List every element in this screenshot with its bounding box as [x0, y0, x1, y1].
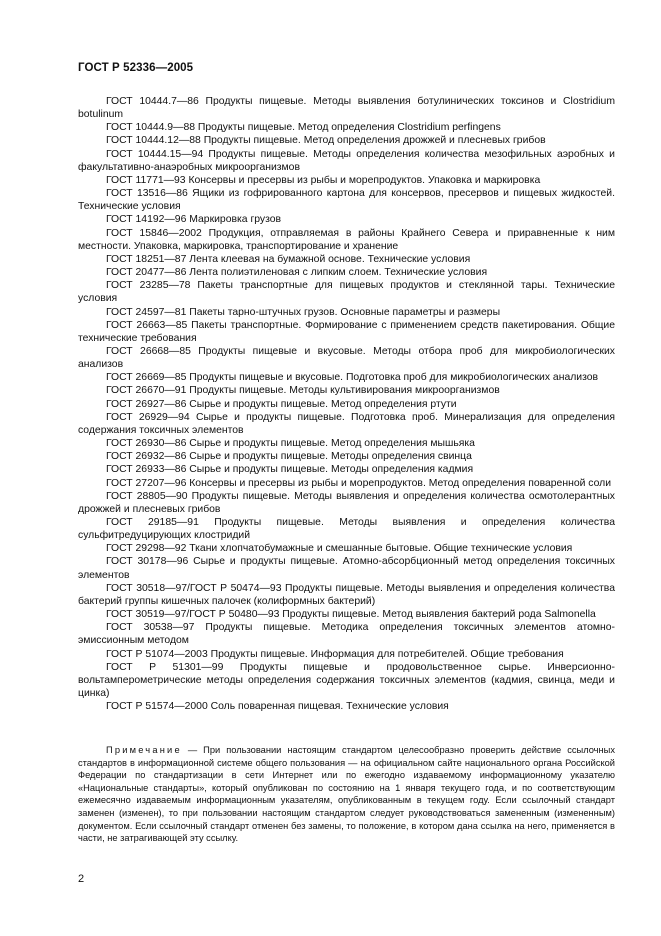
reference-item: ГОСТ 26669—85 Продукты пищевые и вкусовые. Подготовка проб для микробиологических анализов: [106, 372, 599, 384]
reference-item: ГОСТ 30178—96 Сырье и продукты пищевые. Атомно-абсорбционный метод определения токсичных элементов: [78, 556, 615, 581]
note-paragraph: [78, 744, 615, 845]
reference-item: ГОСТ 29298—92 Ткани хлопчатобумажные и смешанные бытовые. Общие технические условия: [106, 543, 573, 555]
reference-item: ГОСТ 26663—85 Пакеты транспортные. Формирование с применением средств пакетирования. Общие технические требования: [78, 319, 615, 344]
reference-item: ГОСТ 30519—97/ГОСТ Р 50480—93 Продукты пищевые. Метод выявления бактерий рода Salmonella: [106, 609, 596, 621]
reference-item: ГОСТ 10444.15—94 Продукты пищевые. Методы определения количества мезофильных аэробных и факультативно-анаэробных микроорганизмов: [78, 148, 615, 173]
reference-item: ГОСТ 26930—86 Сырье и продукты пищевые. Метод определения мышьяка: [106, 438, 475, 450]
reference-item: ГОСТ 26668—85 Продукты пищевые и вкусовые. Методы отбора проб для микробиологических анализов: [78, 345, 615, 371]
reference-item: ГОСТ 24597—81 Пакеты тарно-штучных грузов. Основные параметры и размеры: [106, 306, 501, 318]
note-label: Примечание: [106, 745, 182, 755]
page-number: 2: [78, 873, 85, 885]
reference-item: ГОСТ 10444.12—88 Продукты пищевые. Метод определения дрожжей и плесневых грибов: [106, 135, 546, 147]
reference-item: ГОСТ 11771—93 Консервы и пресервы из рыбы и морепродуктов. Упаковка и маркировка: [106, 174, 541, 186]
reference-item: ГОСТ 26933—86 Сырье и продукты пищевые. Методы определения кадмия: [106, 464, 474, 476]
document-header: ГОСТ Р 52336—2005: [78, 62, 194, 74]
reference-item: ГОСТ 23285—78 Пакеты транспортные для пищевых продуктов и стеклянной тары. Технические условия: [78, 280, 615, 305]
reference-item: ГОСТ Р 51301—99 Продукты пищевые и продовольственное сырье. Инверсионно-вольтамперометрические методы определения содержания токсичных элементов (кадмия, свинца, меди и цинка): [78, 661, 615, 700]
reference-item: ГОСТ 14192—96 Маркировка грузов: [106, 214, 282, 226]
reference-item: ГОСТ 29185—91 Продукты пищевые. Методы выявления и определения количества сульфитредуцирующих клостридий: [78, 517, 615, 542]
note-text: — При пользовании настоящим стандартом целесообразно проверить действие ссылочных стандартов в информационной системе общего пользования — на официальном сайте национального органа Российской Федерации по стандартизации в сети Интернет или по ежегодно издаваемому информационному указателю «Национальные стандарты», который опубликован по состоянию на 1 января текущего года, и по соответствующим ежемесячно издаваемым информационным указателям, опубликованным в текущем году. Если ссылочный стандарт заменен (изменен), то при пользовании настоящим стандартом следует руководствоваться замененным (измененным) документом. Если ссылочный стандарт отменен без замены, то положение, в котором дана ссылка на него, применяется в части, не затрагивающей эту ссылку.: [78, 745, 615, 844]
reference-item: ГОСТ 30538—97 Продукты пищевые. Методика определения токсичных элементов атомно-эмиссионным методом: [78, 622, 615, 647]
normative-references-list: [78, 95, 615, 713]
reference-item: ГОСТ 13516—86 Ящики из гофрированного картона для консервов, пресервов и пищевых жидкостей. Технические условия: [78, 188, 615, 213]
reference-item: ГОСТ 28805—90 Продукты пищевые. Методы выявления и определения количества осмотолерантных дрожжей и плесневых грибов: [78, 490, 615, 515]
reference-item: ГОСТ Р 51074—2003 Продукты пищевые. Информация для потребителей. Общие требования: [106, 648, 564, 660]
reference-item: ГОСТ Р 51574—2000 Соль поваренная пищевая. Технические условия: [106, 701, 449, 713]
reference-item: ГОСТ 26932—86 Сырье и продукты пищевые. Методы определения свинца: [106, 451, 472, 463]
reference-item: ГОСТ 26670—91 Продукты пищевые. Методы культивирования микроорганизмов: [106, 385, 500, 397]
reference-item: ГОСТ 18251—87 Лента клеевая на бумажной основе. Технические условия: [106, 253, 471, 265]
reference-item: ГОСТ 26929—94 Сырье и продукты пищевые. Подготовка проб. Минерализация для определения содержания токсичных элементов: [78, 411, 615, 436]
reference-item: ГОСТ 10444.9—88 Продукты пищевые. Метод определения Clostridium perfingens: [106, 122, 501, 134]
reference-item: ГОСТ 30518—97/ГОСТ Р 50474—93 Продукты пищевые. Методы выявления и определения количества бактерий группы кишечных палочек (колиформных бактерий): [78, 582, 615, 607]
reference-item: ГОСТ 20477—86 Лента полиэтиленовая с липким слоем. Технические условия: [106, 267, 488, 279]
reference-item: ГОСТ 10444.7—86 Продукты пищевые. Методы выявления ботулинических токсинов и Clostridium botulinum: [78, 96, 615, 121]
reference-item: ГОСТ 26927—86 Сырье и продукты пищевые. Метод определения ртути: [106, 398, 457, 410]
reference-item: ГОСТ 27207—96 Консервы и пресервы из рыбы и морепродуктов. Метод определения поваренной соли: [106, 477, 612, 489]
reference-item: ГОСТ 15846—2002 Продукция, отправляемая в районы Крайнего Севера и приравненные к ним местности. Упаковка, маркировка, транспортирование и хранение: [78, 227, 615, 252]
